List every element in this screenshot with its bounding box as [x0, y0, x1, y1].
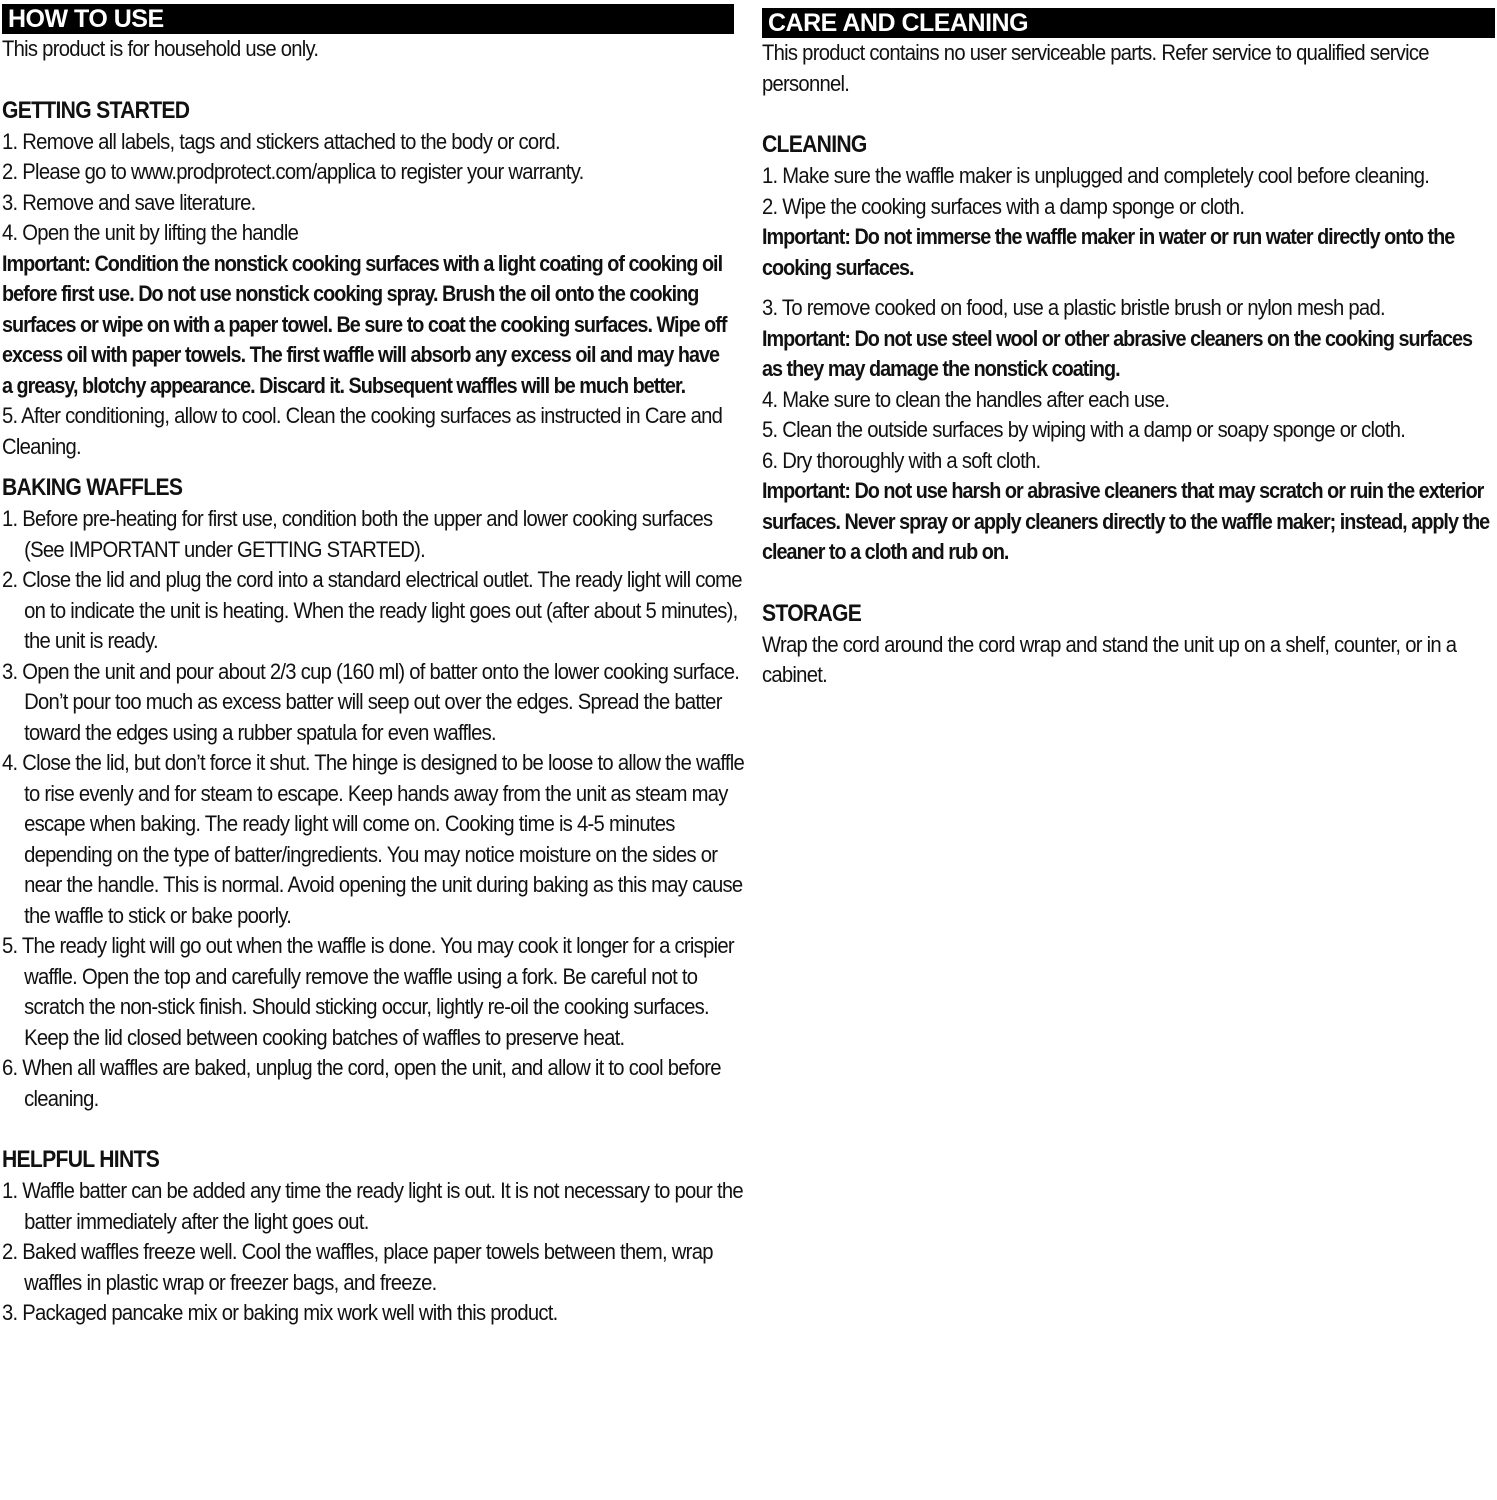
list-item: 2. Wipe the cooking surfaces with a damp sponge or cloth. — [762, 193, 1245, 219]
list-item: 2. Baked waffles freeze well. Cool the waffles, place paper towels between them, wrap waffles in plastic wrap or freezer bags, and freeze. — [2, 1239, 713, 1295]
cleaning-section — [762, 129, 1495, 568]
list-item: 4. Close the lid, but don’t force it shut. The hinge is designed to be loose to allow the waffle to rise evenly and for steam to escape. Keep hands away from the unit as steam may escape when baking. The ready light will come on. Cooking time is 4-5 minutes depending on the type of batter/ingredients. You may notice moisture on the sides or near the handle. This is normal. Avoid opening the unit during baking as this may cause the waffle to stick or bake poorly. — [2, 750, 745, 928]
spacer — [2, 65, 734, 95]
list-item: 2. Close the lid and plug the cord into a standard electrical outlet. The ready light will come on to indicate the unit is heating. When the ready light goes out (after about 5 minutes), the unit is ready. — [2, 567, 742, 653]
spacer — [2, 1114, 734, 1144]
list-item: 5. Clean the outside surfaces by wiping with a damp or soapy sponge or cloth. — [762, 417, 1406, 442]
care-and-cleaning-title-bar: CARE AND CLEANING — [762, 8, 1495, 38]
right-column — [762, 0, 1495, 691]
list-item: 6. Dry thoroughly with a soft cloth. — [762, 447, 1041, 473]
important-note: Important: Condition the nonstick cooking surfaces with a light coating of cooking oil before first use. Do not use nonstick cooking spray. Brush the oil onto the cooking surfaces or wipe on with a paper towel. Be sure to coat the cooking surfaces. Wipe off excess oil with paper towels. The first waffle will absorb any excess oil and may have a greasy, blotchy appearance. Discard it. Subsequent waffles will be much better. — [2, 250, 727, 398]
storage-heading: STORAGE — [762, 599, 862, 627]
list-item: 5. The ready light will go out when the waffle is done. You may cook it longer for a crispier waffle. Open the top and carefully remove the waffle using a fork. Be careful not to scratch the non-stick finish. Should sticking occur, lightly re-oil the cooking surfaces. Keep the lid closed between cooking batches of waffles to preserve heat. — [2, 933, 734, 1050]
helpful-hints-section — [2, 1144, 743, 1329]
list-item: 6. When all waffles are baked, unplug the cord, open the unit, and allow it to cool before cleaning. — [2, 1055, 721, 1111]
important-note: Important: Do not use steel wool or other abrasive cleaners on the cooking surfaces as they may damage the nonstick coating. — [762, 325, 1473, 381]
list-item: 3. Remove and save literature. — [2, 189, 256, 215]
storage-section — [762, 598, 1495, 691]
important-note: Important: Do not use harsh or abrasive cleaners that may scratch or ruin the exterior surfaces. Never spray or apply cleaners directly to the waffle maker; instead, apply the cleaner to a cloth and rub on. — [762, 478, 1490, 564]
list-item: 1. Remove all labels, tags and stickers attached to the body or cord. — [2, 128, 560, 154]
cleaning-heading: CLEANING — [762, 131, 867, 158]
list-item: 1. Waffle batter can be added any time the ready light is out. It is not necessary to pour the batter immediately after the light goes out. — [2, 1178, 743, 1234]
how-to-use-intro: This product is for household use only. — [2, 36, 319, 61]
left-column — [2, 0, 745, 1329]
list-item: 3. Open the unit and pour about 2/3 cup (160 ml) of batter onto the lower cooking surface. Don’t pour too much as excess batter will seep out over the edges. Spread the batter toward the edges using a rubber spatula for even waffles. — [2, 658, 740, 745]
list-item: 3. Packaged pancake mix or baking mix work well with this product. — [2, 1300, 558, 1325]
list-item: 3. To remove cooked on food, use a plastic bristle brush or nylon mesh pad. — [762, 295, 1385, 320]
spacer — [762, 99, 1495, 129]
spacer — [762, 568, 1495, 598]
spacer — [762, 283, 1495, 293]
how-to-use-title-bar: HOW TO USE — [2, 4, 734, 34]
baking-waffles-heading: BAKING WAFFLES — [2, 474, 183, 501]
care-and-cleaning-intro: This product contains no user serviceable parts. Refer service to qualified service personnel. — [762, 40, 1429, 96]
helpful-hints-heading: HELPFUL HINTS — [2, 1146, 160, 1173]
getting-started-section — [2, 95, 734, 463]
list-item: 1. Before pre-heating for first use, condition both the upper and lower cooking surfaces (See IMPORTANT under GETTING STARTED). — [2, 506, 713, 562]
getting-started-heading: GETTING STARTED — [2, 96, 190, 124]
important-note: Important: Do not immerse the waffle maker in water or run water directly onto the cooking surfaces. — [762, 224, 1455, 280]
list-item: 4. Make sure to clean the handles after each use. — [762, 386, 1170, 412]
list-item: 2. Please go to www.prodprotect.com/applica to register your warranty. — [2, 159, 584, 184]
list-item: 1. Make sure the waffle maker is unplugged and completely cool before cleaning. — [762, 163, 1430, 188]
baking-waffles-section — [2, 472, 745, 1114]
list-item: 4. Open the unit by lifting the handle — [2, 220, 299, 245]
spacer — [2, 462, 734, 472]
list-item: 5. After conditioning, allow to cool. Clean the cooking surfaces as instructed in Care and Cleaning. — [2, 403, 723, 459]
storage-text: Wrap the cord around the cord wrap and stand the unit up on a shelf, counter, or in a cabinet. — [762, 631, 1457, 687]
